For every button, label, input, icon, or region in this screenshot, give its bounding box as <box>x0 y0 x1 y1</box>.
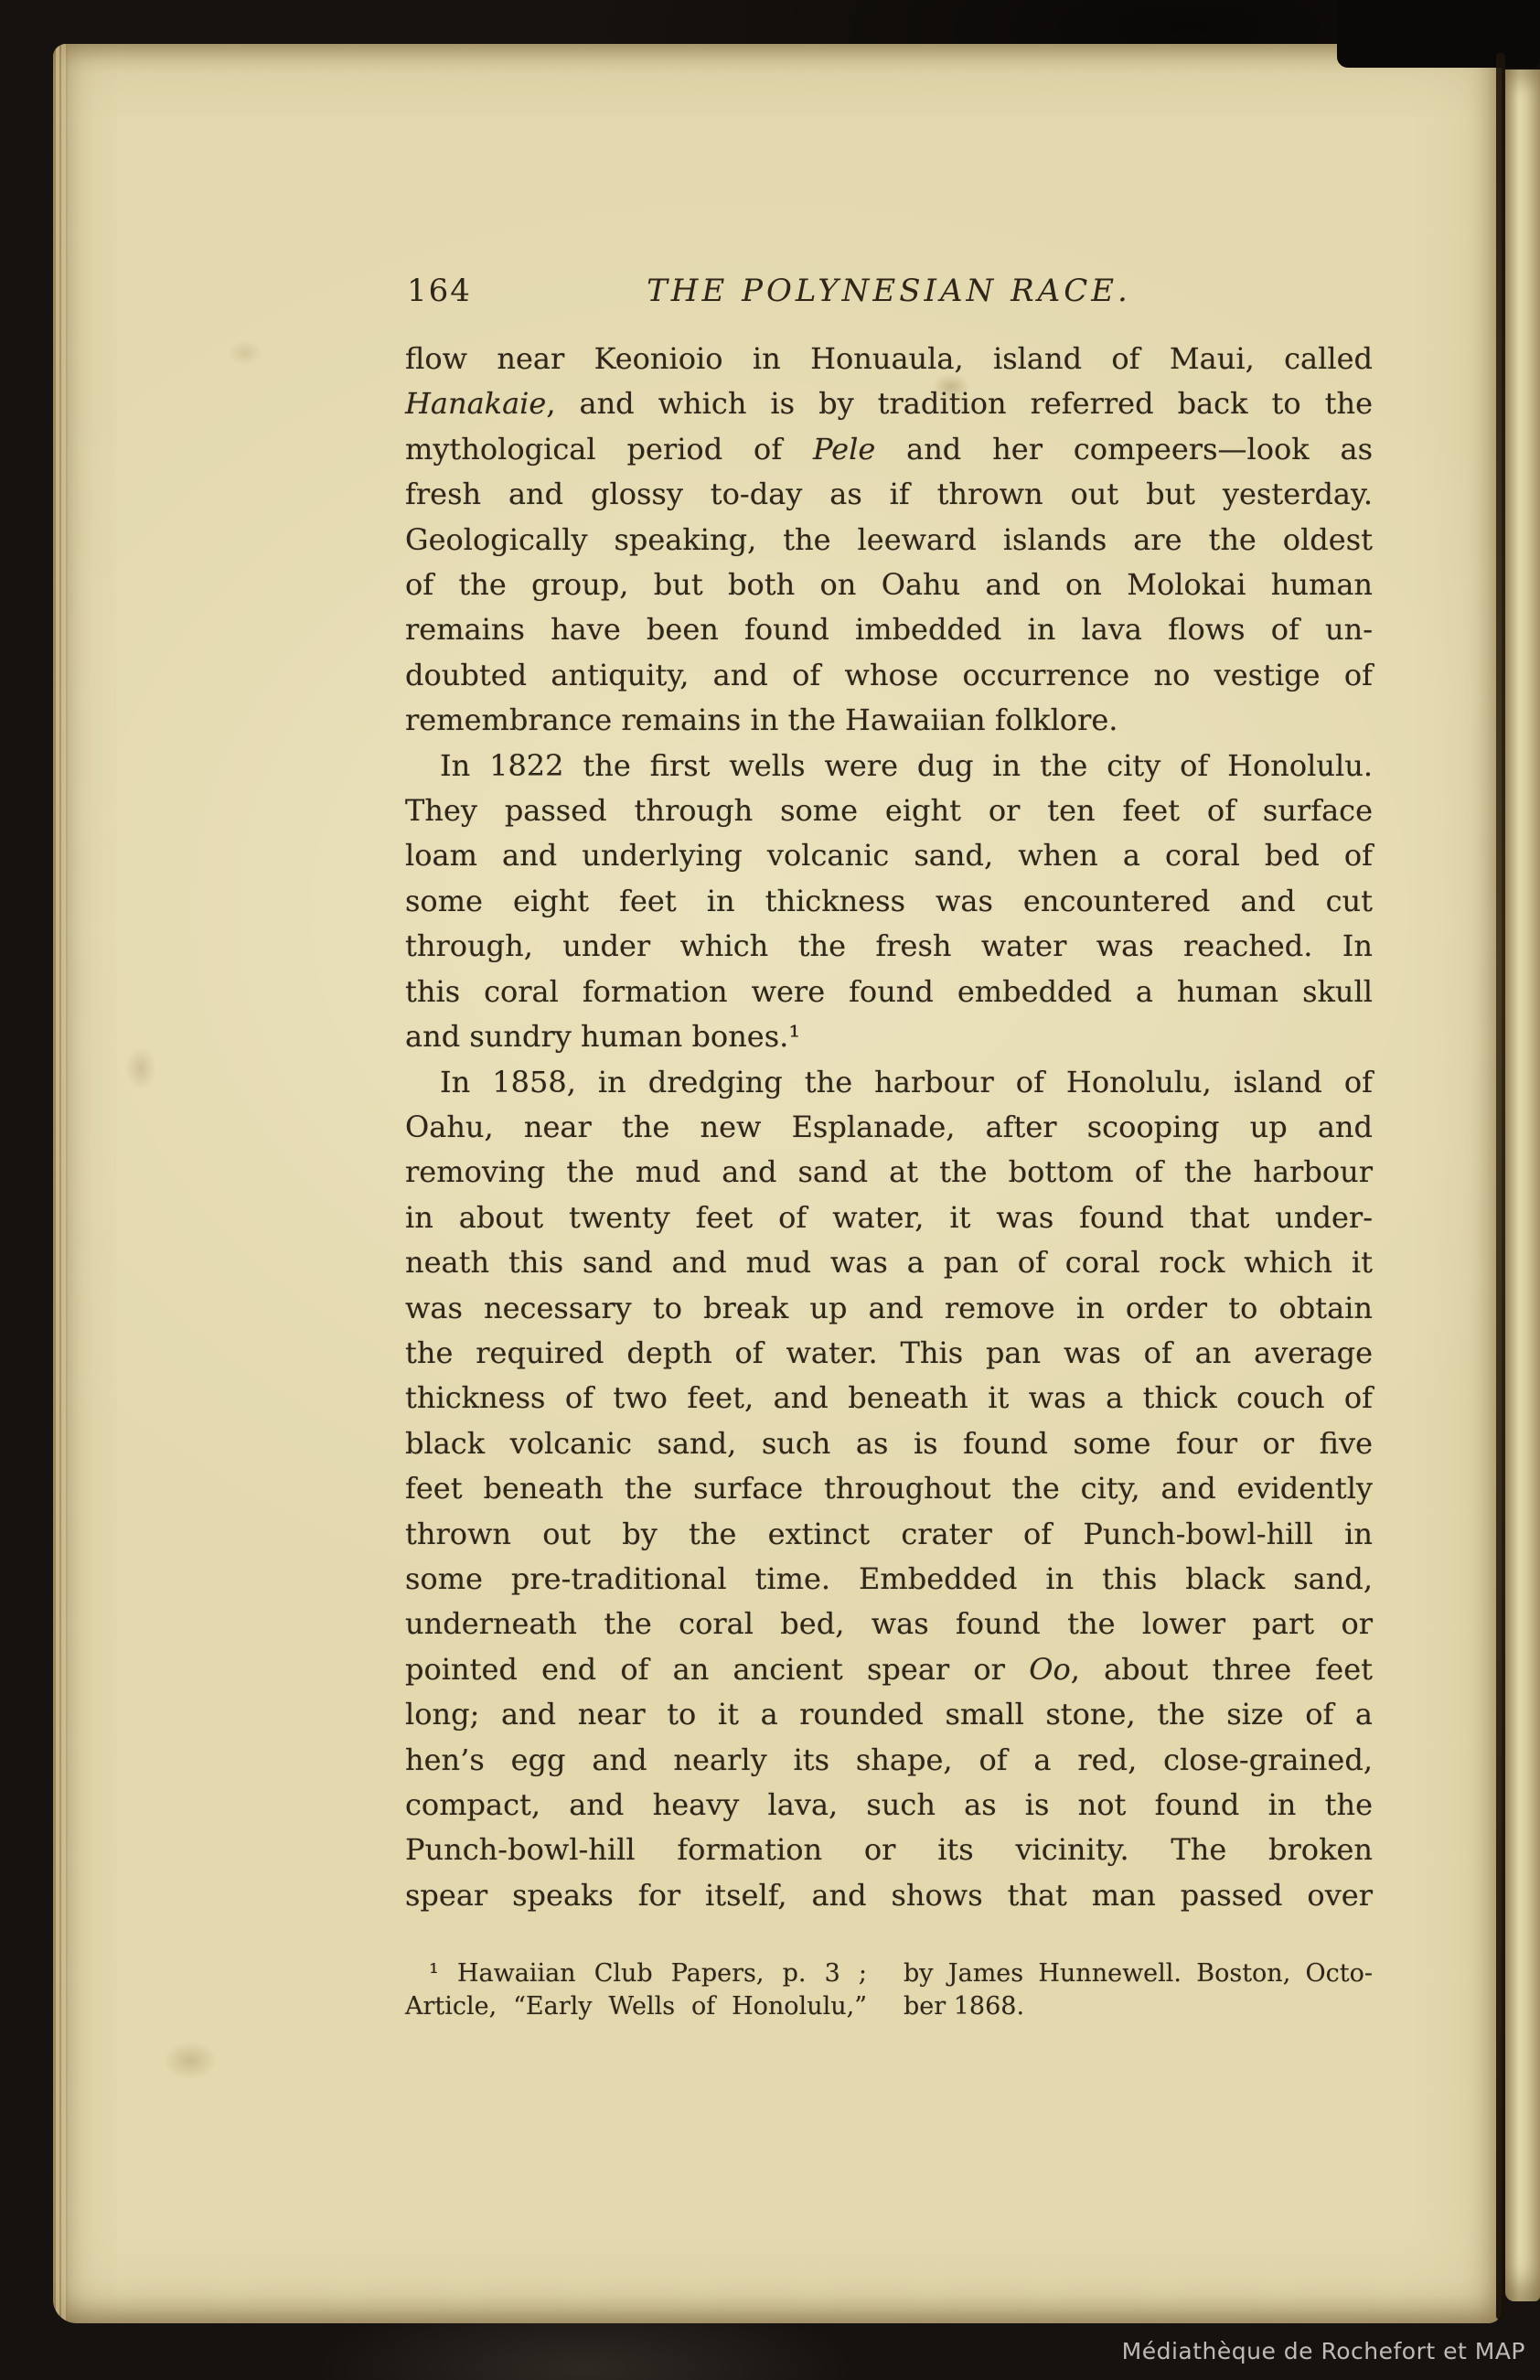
text-line: was necessary to break up and remove in order to obtain <box>405 1290 1373 1325</box>
running-head-title: THE POLYNESIAN RACE. <box>647 273 1131 309</box>
text-line: by James Hunnewell. Boston, Octo- <box>904 1959 1373 1988</box>
text-line: some pre-traditional time. Embedded in this black sand, <box>405 1560 1373 1596</box>
text-line: ber 1868. <box>904 1992 1025 2021</box>
text-line: Hanakaie, and which is by tradition referred back to the <box>405 386 1373 422</box>
text-line: Punch-bowl-hill formation or its vicinity. The broken <box>405 1832 1373 1868</box>
page-corner-notch <box>1337 0 1540 68</box>
text-line: pointed end of an ancient spear or Oo, about three feet <box>405 1651 1374 1687</box>
text-line: this coral formation were found embedded a human skull <box>405 973 1373 1009</box>
book-gutter-seam <box>1496 53 1505 2320</box>
text-line: feet beneath the surface throughout the city, and evidently <box>405 1471 1373 1506</box>
footnote-column-right <box>904 1957 1373 2023</box>
text-line: flow near Keonioio in Honuaula, island of Maui, called <box>405 341 1373 376</box>
footnote <box>405 1957 1373 2023</box>
book-page <box>53 44 1502 2323</box>
text-line: compact, and heavy lava, such as is not found in the <box>405 1787 1373 1822</box>
text-line: thrown out by the extinct crater of Punch-bowl-hill in <box>405 1516 1373 1551</box>
text-line: and sundry human bones.¹ <box>405 1019 801 1055</box>
text-line: remembrance remains in the Hawaiian folklore. <box>405 702 1118 738</box>
text-line: remains have been found imbedded in lava flows of un- <box>405 612 1373 648</box>
text-line: Geologically speaking, the leeward islands are the oldest <box>405 521 1373 557</box>
page-number: 164 <box>407 273 472 309</box>
text-line: underneath the coral bed, was found the lower part or <box>405 1606 1373 1642</box>
text-line: of the group, but both on Oahu and on Molokai human <box>405 567 1373 603</box>
text-line: hen’s egg and nearly its shape, of a red, close-grained, <box>405 1742 1373 1777</box>
text-line: in about twenty feet of water, it was found that under- <box>405 1199 1373 1235</box>
text-line: long; and near to it a rounded small stone, the size of a <box>405 1697 1373 1732</box>
text-line: neath this sand and mud was a pan of coral rock which it <box>405 1245 1373 1281</box>
text-line: loam and underlying volcanic sand, when a coral bed of <box>405 838 1373 874</box>
library-watermark: Médiathèque de Rochefort et MAP <box>1121 2338 1525 2364</box>
text-line: Oahu, near the new Esplanade, after scooping up and <box>405 1109 1373 1144</box>
text-line: thickness of two feet, and beneath it was a thick couch of <box>405 1380 1373 1416</box>
footnote-column-left <box>405 1957 867 2023</box>
text-line: spear speaks for itself, and shows that man passed over <box>405 1877 1373 1913</box>
text-line: black volcanic sand, such as is found some four or five <box>405 1425 1373 1461</box>
page-deckle-edge <box>53 44 80 2323</box>
text-line: In 1822 the first wells were dug in the city of Honolulu. <box>440 747 1373 783</box>
text-line: mythological period of Pele and her compeers—look as <box>405 431 1374 466</box>
text-line: Article, “Early Wells of Honolulu,” <box>405 1992 867 2021</box>
text-line: fresh and glossy to-day as if thrown out but yesterday. <box>405 477 1373 512</box>
page-header <box>405 273 1373 313</box>
next-page-fore-edge <box>1505 70 1540 2301</box>
text-line: through, under which the fresh water was reached. In <box>405 928 1373 964</box>
text-line: They passed through some eight or ten feet of surface <box>405 793 1373 829</box>
text-line: ¹ Hawaiian Club Papers, p. 3 ; <box>429 1959 867 1988</box>
text-line: removing the mud and sand at the bottom of the harbour <box>405 1154 1373 1190</box>
body-text <box>405 337 1373 1918</box>
text-line: In 1858, in dredging the harbour of Honolulu, island of <box>440 1064 1373 1099</box>
text-line: some eight feet in thickness was encountered and cut <box>405 883 1373 918</box>
text-line: the required depth of water. This pan was of an average <box>405 1335 1373 1370</box>
text-line: doubted antiquity, and of whose occurrence no vestige of <box>405 657 1373 692</box>
